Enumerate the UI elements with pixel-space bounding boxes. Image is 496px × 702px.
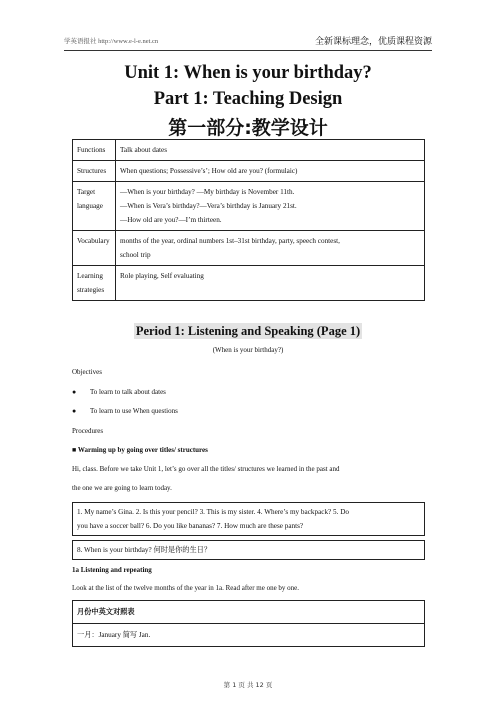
part-title: Part 1: Teaching Design bbox=[153, 89, 343, 109]
period-subtitle: (When is your birthday?) bbox=[212, 346, 284, 354]
month-table bbox=[72, 600, 425, 647]
paragraph: Hi, class. Before we take Unit 1, let’s go over all the titles/ structures we learned in the past and bbox=[72, 465, 340, 473]
unit-title: Unit 1: When is your birthday? bbox=[124, 63, 372, 83]
list-item bbox=[72, 388, 166, 396]
month-table-title: 月份中英文对照表 bbox=[73, 601, 425, 624]
header-source: 学英语报社 http://www.e-l-e.net.cn bbox=[64, 38, 159, 45]
bullet-icon: ● bbox=[72, 388, 77, 396]
new-structure-box bbox=[72, 540, 425, 560]
page-footer: 第 1 页 共 12 页 bbox=[223, 681, 273, 689]
step-heading: ■ Warming up by going over titles/ structures bbox=[72, 446, 208, 454]
paragraph: Look at the list of the twelve months of the year in 1a. Read after me one by one. bbox=[72, 584, 300, 592]
row-line: —How old are you?—I’m thirteen. bbox=[120, 216, 222, 224]
row-content bbox=[116, 182, 425, 231]
row-label: Structures bbox=[73, 161, 116, 182]
box-cell: 8. When is your birthday? 何时是你的生日？ bbox=[73, 541, 425, 560]
table-row bbox=[73, 161, 425, 182]
row-label: Target language bbox=[73, 182, 116, 231]
row-content bbox=[116, 231, 425, 266]
paragraph: the one we are going to learn today. bbox=[72, 484, 172, 492]
objective-text: To learn to use When questions bbox=[90, 407, 178, 415]
row-content: Talk about dates bbox=[116, 140, 425, 161]
month-row: 一月：January 简写 Jan. bbox=[73, 624, 425, 647]
period-title: Period 1: Listening and Speaking (Page 1) bbox=[135, 324, 361, 338]
procedures-heading: Procedures bbox=[72, 427, 104, 435]
table-row bbox=[73, 182, 425, 231]
table-row bbox=[73, 231, 425, 266]
row-line: —When is Vera’s birthday?—Vera’s birthday is January 21st. bbox=[120, 202, 297, 210]
table-row bbox=[73, 601, 425, 624]
row-line: months of the year, ordinal numbers 1st–31st birthday, party, speech contest, bbox=[120, 237, 340, 245]
part-title-cn: 第一部分:教学设计 bbox=[168, 117, 328, 139]
row-line: school trip bbox=[120, 251, 151, 259]
table-row bbox=[73, 140, 425, 161]
row-label: Learning strategies bbox=[73, 266, 116, 301]
box-line: 1. My name’s Gina. 2. Is this your pencil? 3. This is my sister. 4. Where’s my backpack? 5. Do bbox=[77, 508, 350, 516]
page-header bbox=[64, 34, 432, 48]
structures-box bbox=[72, 502, 425, 536]
step-heading: 1a Listening and repeating bbox=[72, 566, 152, 574]
table-row bbox=[73, 541, 425, 560]
box-line: you have a soccer ball? 6. Do you like bananas? 7. How much are these pants? bbox=[77, 522, 304, 530]
row-label: Vocabulary bbox=[73, 231, 116, 266]
header-slogan: 全新课标理念，优质课程资源 bbox=[314, 37, 432, 47]
row-label: Functions bbox=[73, 140, 116, 161]
row-content: When questions; Possessive’s’; How old are you? (formulaic) bbox=[116, 161, 425, 182]
header-divider bbox=[64, 50, 432, 51]
row-content: Role playing, Self evaluating bbox=[116, 266, 425, 301]
box-cell bbox=[73, 503, 425, 536]
row-line: —When is your birthday? —My birthday is November 11th. bbox=[120, 188, 295, 196]
objective-text: To learn to talk about dates bbox=[90, 388, 166, 396]
table-row bbox=[73, 624, 425, 647]
bullet-icon: ● bbox=[72, 407, 77, 415]
table-row bbox=[73, 503, 425, 536]
list-item bbox=[72, 407, 178, 415]
objectives-heading: Objectives bbox=[72, 368, 102, 376]
period-heading bbox=[0, 322, 496, 340]
table-row bbox=[73, 266, 425, 301]
teaching-design-table bbox=[72, 139, 425, 301]
